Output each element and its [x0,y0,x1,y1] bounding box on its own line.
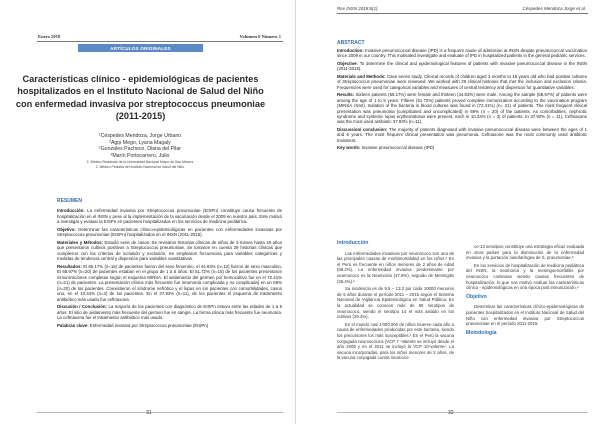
body-paragraph: Su incidencia es de 9.5 – 13.3 por cada 10000 menores de 5 años durante el período 2011 – 2015 según el Sistema Nacional de Vigilancia Epidemiológica en Salud Pública. En la actualidad se conocen más de 90 serotipos de neumococo, siendo el serotipo 14 el más aislado en los cultivos (29.4%). [337,286,454,320]
objective-heading: Objetivo [466,293,487,300]
abstract-label: Palabras clave: [57,322,89,328]
body-paragraph: Determinar las características clínico-epidemiológicas de pacientes hospitalizados en el Instituto Nacional de Salud del Niño con enfermedad invasiva por Streptococcus pneumoniae en el período 2011-2015. [466,304,584,327]
abstract-paragraph [337,74,587,90]
author-list [60,133,220,159]
author: ²Agip Mego, Lyana Magaly [109,139,171,146]
affiliation: 2. Médico Pediatra del Instituto Nacional de Salud del Niño [95,164,185,169]
affiliation: 1. Médico Residente de la Universidad Nacional Mayor de San Marcos [86,160,194,164]
footer-rule [337,412,588,413]
abstract-text: To determine the clinical and epidemiological features of patients with invasive pneumococcal disease in the INSN (2011-2015). [337,60,587,72]
abstract-label: Materiales y Métodos: [57,239,103,245]
spanish-abstract [57,208,282,330]
abstract-text: Invasive pneumococcal disease (IPD) [360,145,435,151]
abstract-paragraph [57,304,282,321]
running-author: Céspedes Mendoza Jorge et al. [522,6,586,11]
section-banner: ARTÍCULOS ORIGINALES [78,44,203,52]
abstract-paragraph [57,208,282,225]
volume-number: Volumen 6 Número 1 [239,34,281,39]
abstract-paragraph [337,92,587,125]
header-rule [37,41,283,42]
abstract-text: Invasive pneumococcal disease (IPD) is a frequent cause of admission at INSN despite pneumococcal vaccination since 2009 in our country. This motivated investigate and evaluate of IPD in hospitalized patients in the general pediatric services. [337,48,587,59]
body-paragraph: Las enfermedades invasivas por neumococo son una de las principales causas de morbimortalidad en los niños.¹ En el Perú es frecuente en niños menores de 2 años de edad (68.2%). La enfermedad invasiva predominante por neumococo es la Neumonía (47.8%), seguido de Meningitis (36.4%).² [337,250,454,284]
abstract-text: Case series study. Clinical records of children aged 3 months to 18 years old who had positive cultures of Streptococcus pneumoniae were reviewed. We worked with 29 clinical histories that met the inclusion and exclusion criteria. Frequencies were used for categorical variables and measures of central tendency and dispersion for quantitative variables. [337,73,587,90]
abstract-paragraph [57,240,282,262]
abstract-label: Materials and Methods: [337,73,386,79]
page-number: 32 [448,410,454,416]
abstract-paragraph [337,61,587,72]
abstract-paragraph [57,264,282,303]
abstract-label: Key words: [337,145,361,151]
footer-rule [37,412,283,413]
abstract-paragraph [337,127,587,143]
author: ²Marín Portocarrero, Julio [110,152,170,159]
abstract-text: Estudio serie de casos. Se revisaron historias clínicas de niños de 3 meses hasta 18 años que presentaron cultivos positivos a Streptococcus pneumoniae. Se tomaron en cuenta 29 historias clínicas que cumplieron con los criterios de inclusión y exclusión. Se emplearon frecuencias para variables categóricas y medidas de tendencia central y dispersión para variables cuantitativas. [57,239,282,261]
text-column-1 [337,241,454,363]
methodology-heading: Metodología [466,329,497,336]
abstract-paragraph [57,323,282,329]
abstract-text: La enfermedad invasiva por Streptococcus pneumoniae (EISPn) constituye causa frecuente de hospitalización en el INSN y pese al la implementación de la vacunación desde el 2009 en nuestro país. Este motivó a investigar y evaluar la EISPn en pacientes hospitalizados en los servicios de medicina pediátrica. [57,208,282,224]
abstract-text: The majority of patients diagnosed with invasive pneumococcal disease were between the ages of 1 and 5 years. The most frequent clinical presentation was pneumonia. Ceftriaxone was the most commonly used antibiotic treatment. [337,126,587,143]
page-number: 31 [146,410,152,416]
journal-citation: Rev INSN 2018;6(1) [337,6,378,11]
author: ²Gonzales Pacheco, Diana del Pilar [99,146,181,153]
abstract-paragraph [337,48,587,59]
abstract-text: El 65.17% (n=16) de pacientes fueron del sexo femenino, el 44.83% (n=12) fueron de sexo masculino, El 68.97% (n=20) de pacientes estaban en el grupo de 1 a 5 años. El 51.72% (n=15) de los pacientes presentaron inmunizaciones completas según el esquema MINSA. El aislamiento del germen por hemocultivo fue en el 72.41% (n=21) de pacientes. La presentación clínica más frecuente fue neumonía complicada y no complicada) en un 69% (n=20) de los pacientes. Coexistieron el síndrome nefrótico y el lupus en los pacientes con comorbilidades, casos uno, en el 10.34% (n=3) de los pacientes. En el 37.93% (n=11), de los pacientes el esquema de tratamiento antibiótico más usado fue ceftriaxona. [57,263,282,302]
abstract-label: Objetivo: [57,226,76,232]
abstract-paragraph [337,145,587,150]
body-paragraph: En los servicios de hospitalización de medicina pediátrica del INSN, la neumonía y la meningoencefalitis por neumococo continúan siendo causas frecuentes de hospitalización, lo que nos motivó evaluar las características clínico - epidemiológicas en una época post inmunización.⁶ [466,262,584,291]
abstract-label: Introducción: [57,208,85,213]
abstract-label: Objective: [337,60,359,66]
abstract-label: Discusión / Conclusión: [57,304,107,309]
header-rule [337,13,588,14]
abstract-label: Introduction: [337,48,364,53]
article-title: Características clínico - epidemiológicas de pacientes hospitalizados en el Instituto Nacional de Salud del Niño con enfermedad invasiva por streptococcus pneumoniae (2011-2015) [15,74,266,122]
issue-date: Enero 2018 [38,34,61,39]
abstract-text: Determinar las características clínico-epidemiológicas en pacientes con enfermedades invasivas por Streptococcus pneumoniae (EISPn) hospitalizados en el INSN (2011-2015). [57,226,282,237]
abstract-label: Results: [337,92,355,98]
abstract-heading: ABSTRACT [337,40,365,46]
abstract-text: Enfermedad invasiva por Streptococcus pneumoniae (EISPn) [88,322,209,328]
author: ¹Céspedes Mendoza, Jorge Urbano [98,133,182,139]
introduction-heading: Introducción [337,240,369,246]
resumen-heading: RESUMEN [57,198,83,204]
abstract-text: La mayoría de los pacientes con diagnóstico de EISPn estuvo entre las edades de 1 a 5 años. El sitio de aislamiento más frecuente del germen fue en sangre. La forma clínica más frecuente fue neumonía. La ceftriaxona fue el tratamiento antibiótico más usado. [57,304,282,320]
body-paragraph: co-13 serotipos constituye una estrategia eficaz evaluada en otros países para la disminución de la enfermedad invasiva y la portación nasofaríngea de S. pneumoniae.⁵ [466,244,584,261]
english-abstract [337,48,587,153]
left-page [0,0,296,424]
body-paragraph: En el mundo casi 1'000,000 de niños mueren cada año a causa de enfermedades producidas por este bacteria, siendo los precursores los más susceptibles.³ En el Perú la vacuna conjugada neumocócica (VCP 7 -Valente se incluyó desde el año 2009 y en el 2011 se incluyó la VCP 10-valente⁴. La vacuna incorporadas, para los niños menores de 2 años, de la vacuna conjugada contra neumoco- [337,321,454,361]
right-page [300,0,600,424]
abstract-text: Sixteen patients (55.17%) were female and thirteen (44.83%) were male. Among the sample (68.97%) of patients were among the age of 1 to 5 years. Fifteen (51.72%) patients proved complete immunization according to the vaccination program (MINSA chart). Isolation of the bacteria in blood cultures was found in (72.41%) (n= 21) of patients. The most frequent clinical presentation was pneumonia (complicated and uncomplicated) in 69% (n = 20) of the patients. As comorbidities, nephrotic syndrome and systemic lupus erythematosus were present, each in 10.34% (n = 3) of patients. In 37.93% (n = 11), Ceftriaxone was the most used antibiotic 37.93% (n=11). [337,92,587,125]
affiliations [40,160,240,169]
abstract-label: Discussion/ conclusion: [337,126,388,132]
text-column-2 [466,244,584,340]
abstract-label: Resultados: [57,263,82,269]
abstract-paragraph [57,227,282,238]
